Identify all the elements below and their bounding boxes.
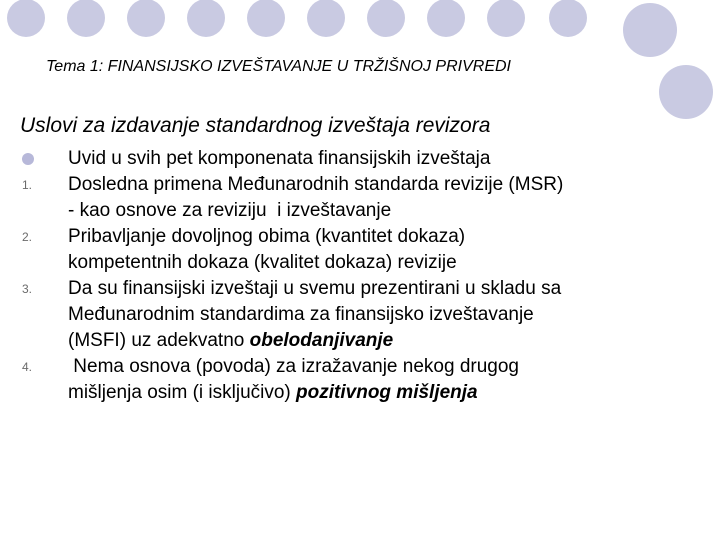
circle-1 [7,0,45,37]
section-heading: Uslovi za izdavanje standardnog izveštaja revizora [20,114,491,137]
item-line: Da su finansijski izveštaji u svemu prezentirani u skladu sa [68,278,562,299]
circle-4 [187,0,225,37]
item-line: Uvid u svih pet komponenata finansijskih izveštaja [68,148,491,169]
circle-12 [659,65,713,119]
circle-8 [427,0,465,37]
circle-9 [487,0,525,37]
emphasized-term: obelodanjivanje [249,330,394,351]
list-item [0,224,720,276]
circle-5 [247,0,285,37]
circle-11 [623,3,677,57]
circle-7 [367,0,405,37]
item-line: Međunarodnim standardima za finansijsko izveštavanje [68,304,534,325]
item-line: Pribavljanje dovoljnog obima (kvantitet dokaza) [68,226,466,247]
item-number: 3. [22,282,33,296]
slide-title: Tema 1: FINANSIJSKO IZVEŠTAVANJE U TRŽIŠNOJ PRIVREDI [46,58,511,75]
list-item [0,172,720,224]
list-item [0,354,720,406]
circle-10 [549,0,587,37]
emphasized-term: pozitivnog mišljenja [296,382,478,403]
item-number: 1. [22,178,33,192]
circle-2 [67,0,105,37]
item-line [68,380,720,406]
item-line: - kao osnove za reviziju i izveštavanje [68,200,392,221]
list-item [0,146,720,172]
circle-6 [307,0,345,37]
item-text: mišljenja osim (i isključivo) [68,382,297,403]
item-text: (MSFI) uz adekvatno [68,330,250,351]
item-line [68,328,720,354]
item-number: 2. [22,230,33,244]
bullet-icon [22,153,34,165]
item-line: kompetentnih dokaza (kvalitet dokaza) revizije [68,252,457,273]
conditions-list [0,146,720,406]
item-line: Dosledna primena Međunarodnih standarda revizije (MSR) [68,174,564,195]
list-item [0,276,720,354]
item-number: 4. [22,360,33,374]
circle-3 [127,0,165,37]
item-line: Nema osnova (povoda) za izražavanje nekog drugog [68,356,519,377]
